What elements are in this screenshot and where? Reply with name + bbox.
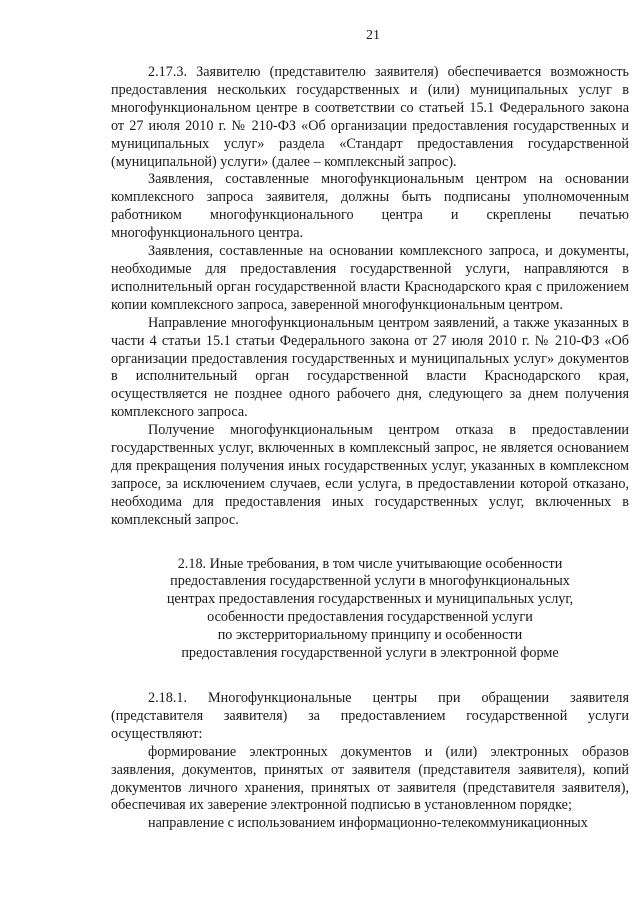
paragraph-refusal: Получение многофункциональным центром отказа в предоставлении государственных услуг, включенных в комплексный запрос, не является основанием для прекращения получения иных государственных услуг, указанных в комплексном запросе, за исключением случаев, если услуга, в предоставлении которой отказано, необходима для предоставления иных государственных услуг, включенных в комплексный запрос. xyxy=(111,422,629,528)
page-number: 21 xyxy=(366,28,380,43)
paragraph-statements-sending: Заявления, составленные на основании комплексного запроса, и документы, необходимые для предоставления государственной услуги, направляются в исполнительный орган государственной власти Краснодарского края с приложением копии комплексного запроса, заверенной многофункциональным центром. xyxy=(111,243,629,313)
paragraph-2-18-1: 2.18.1. Многофункциональные центры при обращении заявителя (представителя заявителя) за предоставлением государственной услуги осуществляют: xyxy=(111,690,629,742)
heading-line: центрах предоставления государственных и муниципальных услуг, xyxy=(166,591,574,608)
paragraph-sending-telecom: направление с использованием информационно-телекоммуникационных xyxy=(148,815,588,832)
section-2-18-1 xyxy=(111,690,629,833)
paragraph-2-17-3: 2.17.3. Заявителю (представителю заявителя) обеспечивается возможность предоставления нескольких государственных и (или) муниципальных услуг в многофункциональном центре в соответствии со статьей 15.1 Федерального закона от 27 июля 2010 г. № 210-ФЗ «Об организации предоставления государственных и муниципальных услуг» раздела «Стандарт предоставления государственной (муниципальной) услуги» (далее – комплексный запрос). xyxy=(111,64,629,170)
paragraph-statements-signature: Заявления, составленные многофункциональным центром на основании комплексного запроса заявителя, должны быть подписаны уполномоченным работником многофункционального центра и скреплены печатью многофункционального центра. xyxy=(111,171,629,242)
heading-line: особенности предоставления государственной услуги xyxy=(207,609,533,626)
heading-2-18 xyxy=(111,556,629,663)
heading-line: предоставления государственной услуги в многофункциональных xyxy=(170,573,570,590)
heading-line: предоставления государственной услуги в электронной форме xyxy=(181,645,559,662)
heading-line: 2.18. Иные требования, в том числе учитывающие особенности xyxy=(177,555,563,572)
paragraph-electronic-documents: формирование электронных документов и (или) электронных образов заявления, документов, принятых от заявителя (представителя заявителя), копий документов личного хранения, принятых от заявителя (представителя заявителя), обеспечивая их заверение электронной подписью в установленном порядке; xyxy=(111,743,629,814)
section-2-17-3 xyxy=(111,64,629,530)
heading-line: по экстерриториальному принципу и особенности xyxy=(217,627,523,644)
paragraph-statements-deadline: Направление многофункциональным центром заявлений, а также указанных в части 4 статьи 15.1 статьи Федерального закона от 27 июля 2010 г. № 210-ФЗ «Об организации предоставления государственных и муниципальных услуг» документов в исполнительный орган государственной власти Краснодарского края, осуществляется не позднее одного рабочего дня, следующего за днем получения комплексного запроса. xyxy=(111,314,629,421)
